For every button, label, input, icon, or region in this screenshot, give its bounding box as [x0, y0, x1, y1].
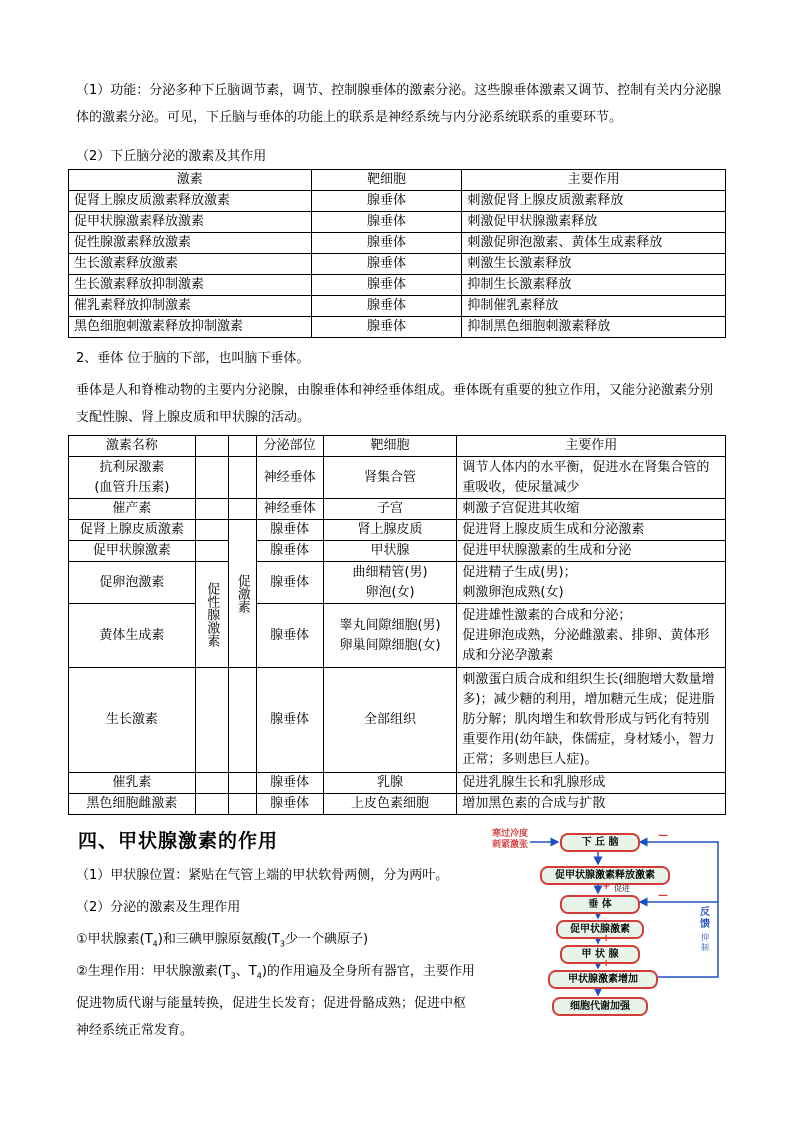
table1-cell: 腺垂体	[311, 296, 462, 317]
table-row	[69, 275, 726, 296]
plus-sign-1: +	[602, 881, 611, 892]
table2-header-cell: 激素名称	[69, 436, 196, 457]
table1-cell: 腺垂体	[311, 233, 462, 254]
table-row	[69, 191, 726, 212]
table-row	[69, 254, 726, 275]
node-thyroid-hormone-increase: 甲状腺激素增加	[548, 970, 658, 989]
table1-cell: 刺激生长激素释放	[462, 254, 726, 275]
table2-function-cell: 刺激蛋白质合成和组织生长(细胞增大数量增多)；减少糖的利用，增加糖元生成；促进脂肪分解；肌肉增生和软骨形成与钙化有特别重要作用(幼年缺，侏儒症，身材矮小，智力正常；多则患巨人症)。	[457, 668, 726, 773]
table-row	[69, 520, 726, 541]
table1-cell: 生长激素释放激素	[69, 254, 312, 275]
table2-header-empty	[195, 436, 228, 457]
thyroid-location: （1）甲状腺位置：紧贴在气管上端的甲状软骨两侧，分为两叶。	[76, 868, 449, 883]
table2-empty-cell	[228, 668, 256, 773]
group-label-gonadotropin: 促性腺激素	[195, 562, 228, 668]
table2-name-cell: 促肾上腺皮质激素	[69, 520, 196, 541]
node-hypothalamus: 下 丘 脑	[560, 833, 640, 852]
table1-cell: 促甲状腺激素释放激素	[69, 212, 312, 233]
plus-sign-3: +	[602, 958, 611, 969]
table1-header-cell: 靶细胞	[311, 170, 462, 191]
thyroid-hormones-title: （2）分泌的激素及生理作用	[76, 900, 241, 915]
pituitary-hormone-table	[68, 435, 726, 815]
table2-header-row	[69, 436, 726, 457]
table2-header-empty	[228, 436, 256, 457]
table2-target-cell: 全部组织	[323, 668, 457, 773]
minus-sign-2: —	[658, 890, 668, 901]
table2-function-cell: 促进精子生成(男)； 刺激卵泡成熟(女)	[457, 562, 726, 604]
table2-function-cell: 增加黑色素的合成与扩散	[457, 794, 726, 815]
table1-cell: 腺垂体	[311, 191, 462, 212]
table1-cell: 黑色细胞刺激素释放抑制激素	[69, 317, 312, 338]
table-row	[69, 499, 726, 520]
table2-header-cell: 分泌部位	[256, 436, 323, 457]
table1-caption: （2）下丘脑分泌的激素及其作用	[76, 149, 267, 164]
table1-cell: 催乳素释放抑制激素	[69, 296, 312, 317]
table2-target-cell: 肾上腺皮质	[323, 520, 457, 541]
table2-name-cell: 生长激素	[69, 668, 196, 773]
table-row	[69, 317, 726, 338]
table1-header-cell: 主要作用	[462, 170, 726, 191]
pituitary-title: 2、垂体 位于脑的下部，也叫脑下垂体。	[76, 351, 310, 366]
node-metabolism: 细胞代谢加强	[552, 997, 648, 1016]
table2-target-cell: 甲状腺	[323, 541, 457, 562]
table1-cell: 促性腺激素释放激素	[69, 233, 312, 254]
table2-empty-cell	[195, 541, 228, 562]
table-row	[69, 212, 726, 233]
table2-site-cell: 腺垂体	[256, 520, 323, 541]
table2-site-cell: 神经垂体	[256, 457, 323, 499]
intro-paragraph: （1）功能：分泌多种下丘脑调节素，调节、控制腺垂体的激素分泌。这些腺垂体激素又调节、控制有关内分泌腺体的激素分泌。可见，下丘脑与垂体的功能上的联系是神经系统与内分泌系统联系的重要环节。	[76, 83, 722, 125]
table1-cell: 腺垂体	[311, 317, 462, 338]
table2-site-cell: 腺垂体	[256, 794, 323, 815]
table2-empty-cell	[195, 499, 228, 520]
table2-site-cell: 腺垂体	[256, 604, 323, 668]
promote-label: 促进	[614, 884, 630, 893]
table2-site-cell: 神经垂体	[256, 499, 323, 520]
table2-target-cell: 肾集合管	[323, 457, 457, 499]
table-row	[69, 457, 726, 499]
table-row	[69, 668, 726, 773]
table2-site-cell: 腺垂体	[256, 773, 323, 794]
table2-name-cell: 抗利尿激素 (血管升压素)	[69, 457, 196, 499]
node-pituitary: 垂 体	[560, 895, 640, 914]
table2-site-cell: 腺垂体	[256, 541, 323, 562]
group-label-tropic: 促激素	[228, 520, 256, 668]
node-thyroid: 甲 状 腺	[560, 945, 640, 964]
hypothalamus-hormone-table	[68, 169, 726, 338]
table-row	[69, 773, 726, 794]
table1-cell: 抑制生长激素释放	[462, 275, 726, 296]
thyroid-regulation-diagram	[490, 825, 725, 1020]
table1-cell: 抑制黑色细胞刺激素释放	[462, 317, 726, 338]
table2-header-cell: 主要作用	[457, 436, 726, 457]
section4-heading: 四、甲状腺激素的作用	[78, 830, 279, 852]
table1-cell: 腺垂体	[311, 275, 462, 296]
stimulus-label: 寒过冷度刺紧激张	[492, 829, 529, 850]
table2-name-cell: 黑色细胞雌激素	[69, 794, 196, 815]
table2-name-cell: 黄体生成素	[69, 604, 196, 668]
table-row	[69, 562, 726, 604]
table1-cell: 刺激促肾上腺皮质激素释放	[462, 191, 726, 212]
table2-empty-cell	[228, 773, 256, 794]
table2-site-cell: 腺垂体	[256, 562, 323, 604]
node-tsh: 促甲状腺激素	[556, 920, 644, 939]
table2-target-cell: 上皮色素细胞	[323, 794, 457, 815]
table2-empty-cell	[195, 520, 228, 541]
table2-function-cell: 促进肾上腺皮质生成和分泌激素	[457, 520, 726, 541]
table2-empty-cell	[228, 794, 256, 815]
table2-function-cell: 促进乳腺生长和乳腺形成	[457, 773, 726, 794]
table-row	[69, 296, 726, 317]
table1-header-row	[69, 170, 726, 191]
inhibit-label: 抑制	[701, 933, 709, 952]
table2-function-cell: 促进甲状腺激素的生成和分泌	[457, 541, 726, 562]
table2-empty-cell	[195, 773, 228, 794]
table2-name-cell: 促卵泡激素	[69, 562, 196, 604]
table2-name-cell: 催产素	[69, 499, 196, 520]
table1-cell: 刺激促卵泡激素、黄体生成素释放	[462, 233, 726, 254]
table2-target-cell: 子宫	[323, 499, 457, 520]
table1-cell: 刺激促甲状腺激素释放	[462, 212, 726, 233]
plus-sign-2: +	[602, 933, 611, 944]
pituitary-description: 垂体是人和脊椎动物的主要内分泌腺，由腺垂体和神经垂体组成。垂体既有重要的独立作用，又能分泌激素分别支配性腺、肾上腺皮质和甲状腺的活动。	[76, 383, 714, 425]
table-row	[69, 233, 726, 254]
thyroid-function: ②生理作用：甲状腺激素($T_3$、$T_4$)的作用遍及全身所有器官，主要作用促进物质代谢与能量转换，促进生长发育；促进骨骼成熟；促进中枢神经系统正常发育。	[76, 964, 475, 1038]
table2-target-cell: 曲细精管(男) 卵泡(女)	[323, 562, 457, 604]
table2-name-cell: 催乳素	[69, 773, 196, 794]
table2-empty-cell	[195, 794, 228, 815]
table2-function-cell: 调节人体内的水平衡，促进水在肾集合管的重吸收，使尿量减少	[457, 457, 726, 499]
table1-cell: 促肾上腺皮质激素释放激素	[69, 191, 312, 212]
minus-sign-1: —	[658, 830, 668, 841]
table2-empty-cell	[195, 668, 228, 773]
table2-function-cell: 促进雄性激素的合成和分泌； 促进卵泡成熟，分泌雌激素、排卵、黄体形成和分泌孕激素	[457, 604, 726, 668]
table2-empty-cell	[228, 499, 256, 520]
table2-function-cell: 刺激子宫促进其收缩	[457, 499, 726, 520]
table2-name-cell: 促甲状腺激素	[69, 541, 196, 562]
table1-cell: 腺垂体	[311, 254, 462, 275]
table-row	[69, 604, 726, 668]
table2-target-cell: 睾丸间隙细胞(男) 卵巢间隙细胞(女)	[323, 604, 457, 668]
table1-cell: 腺垂体	[311, 212, 462, 233]
table2-header-cell: 靶细胞	[323, 436, 457, 457]
node-trh: 促甲状腺激素释放激素	[540, 866, 670, 885]
table1-cell: 生长激素释放抑制激素	[69, 275, 312, 296]
table1-header-cell: 激素	[69, 170, 312, 191]
table-row	[69, 541, 726, 562]
table2-empty-cell	[228, 457, 256, 499]
table2-site-cell: 腺垂体	[256, 668, 323, 773]
thyroid-hormones-line: ①甲状腺素$(T_4)$和三碘甲腺原氨酸($T_3$少一个碘原子)	[76, 932, 369, 949]
table2-empty-cell	[195, 457, 228, 499]
feedback-label: 反馈	[700, 907, 710, 930]
table-row	[69, 794, 726, 815]
table2-target-cell: 乳腺	[323, 773, 457, 794]
table1-cell: 抑制催乳素释放	[462, 296, 726, 317]
